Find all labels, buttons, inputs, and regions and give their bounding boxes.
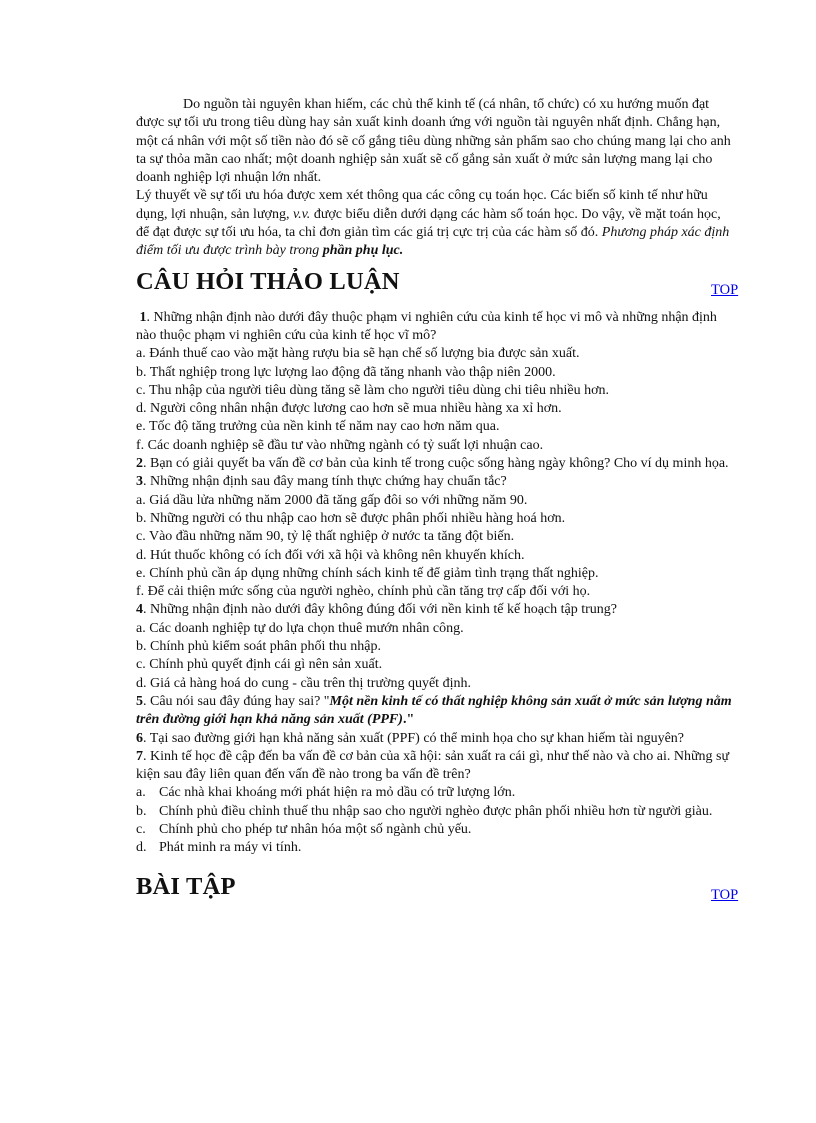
option-label: d. [136,840,147,856]
option-label: c. [136,821,146,837]
question-number: 5 [136,693,143,709]
question-text: . Những nhận định nào dưới đây thuộc phạm vi nghiên cứu của kinh tế học vi mô và những nhận định nào thuộc phạm vi nghiên cứu của kinh tế học vĩ mô? [136,309,717,343]
question-number: 2 [136,456,143,472]
q4-option-b: b. Chính phủ kiểm soát phân phối thu nhập. [136,639,381,655]
intro-bold-appendix: phần phụ lục. [322,243,404,259]
document-page [136,96,739,914]
top-link[interactable]: TOP [711,281,739,298]
option-text: Phát minh ra máy vi tính. [159,840,302,856]
q7-option-d [136,839,736,857]
q1-option-e: e. Tốc độ tăng trưởng của nền kinh tế năm nay cao hơn năm qua. [136,419,500,435]
question-text: . Bạn có giải quyết ba vấn đề cơ bản của kinh tế trong cuộc sống hàng ngày không? Cho ví dụ minh họa. [143,456,729,472]
question-3 [136,473,736,491]
q7-option-c [136,821,736,839]
q1-option-b: b. Thất nghiệp trong lực lượng lao động đã tăng nhanh vào thập niên 2000. [136,364,556,380]
question-text: . Kinh tế học đề cập đến ba vấn đề cơ bản của xã hội: sản xuất ra cái gì, như thế nào và cho ai. Những sự kiện sau đây liên quan đến vấn đề nào trong ba vấn đề trên? [136,748,730,783]
question-2 [136,455,736,473]
option-label: b. [136,803,147,819]
q3-option-e: e. Chính phủ cần áp dụng những chính sách kinh tế để giảm tình trạng thất nghiệp. [136,565,599,581]
q4-option-a: a. Các doanh nghiệp tự do lựa chọn thuê mướn nhân công. [136,620,464,636]
q4-option-d: d. Giá cả hàng hoá do cung - cầu trên thị trường quyết định. [136,675,471,691]
q7-option-a [136,784,736,802]
intro-vv: v.v. [292,206,311,222]
question-number: 1 [139,309,147,325]
option-text: Chính phủ cho phép tư nhân hóa một số ngành chủ yếu. [159,821,472,837]
option-label: a. [136,785,146,801]
intro-text-2: được biểu diễn dưới dạng các hàm số toán học. Do vậy, về mặt toán học, để đạt được sự tối ưu hóa, ta chỉ đơn giản tìm các giá trị cực trị của các hàm số đó. [136,206,721,241]
intro-paragraph-1: Do nguồn tài nguyên khan hiếm, các chủ thể kinh tế (cá nhân, tổ chức) có xu hướng muốn đạt được sự tối ưu trong tiêu dùng hay sản xuất kinh doanh ứng với nguồn tài nguyên nhất định. Chẳng hạn, một cá nhân với một số tiền nào đó sẽ cố gắng tiêu dùng những sản phẩm sao cho chúng mang lại cho anh ta sự thỏa mãn cao nhất; một doanh nghiệp sản xuất sẽ cố gắng sản xuất ở mức sản lượng mang lại cho doanh nghiệp lợi nhuận lớn nhất. [136,97,731,186]
question-number: 4 [136,602,143,618]
q1-option-d: d. Người công nhân nhận được lương cao hơn sẽ mua nhiều hàng xa xỉ hơn. [136,401,562,417]
question-number: 7 [136,748,143,764]
q3-option-d: d. Hút thuốc không có ích đối với xã hội và không nên khuyến khích. [136,547,525,563]
option-text: Chính phủ điều chỉnh thuế thu nhập sao cho người nghèo được phân phối nhiều hơn từ người giàu. [159,803,713,819]
question-text: . Những nhận định nào dưới đây không đúng đối với nền kinh tế kế hoạch tập trung? [143,602,618,618]
question-number: 6 [136,730,143,746]
question-5 [136,693,736,730]
section-title-exercises: BÀI TẬP [136,872,236,900]
question-6 [136,730,736,748]
q3-option-a: a. Giá dầu lửa những năm 2000 đã tăng gấp đôi so với những năm 90. [136,492,528,508]
section-header-exercises [136,872,739,914]
q3-option-c: c. Vào đầu những năm 90, tỷ lệ thất nghiệp ở nước ta tăng đột biến. [136,529,515,545]
intro-paragraph-2 [136,187,736,260]
top-link[interactable]: TOP [711,886,739,903]
q1-option-f: f. Các doanh nghiệp sẽ đầu tư vào những ngành có tỷ suất lợi nhuận cao. [136,437,544,453]
question-7 [136,748,736,785]
question-number: 3 [136,474,143,490]
intro-italic-note: Phương pháp xác định điểm tối ưu được trình bày trong [136,225,730,259]
question-text: . Câu nói sau đây đúng hay sai? " [143,693,330,709]
q7-option-b [136,803,736,821]
q1-option-c: c. Thu nhập của người tiêu dùng tăng sẽ làm cho người tiêu dùng chi tiêu nhiều hơn. [136,382,609,398]
question-quote-end: ." [402,712,415,728]
q1-option-a: a. Đánh thuế cao vào mặt hàng rượu bia sẽ hạn chế số lượng bia được sản xuất. [136,346,580,362]
question-text: . Tại sao đường giới hạn khả năng sản xuất (PPF) có thể minh họa cho sự khan hiếm tài nguyên? [143,730,685,746]
section-title-discussion: CÂU HỎI THẢO LUẬN [136,267,400,295]
section-header-discussion [136,267,739,309]
question-text: . Những nhận định sau đây mang tính thực chứng hay chuẩn tắc? [143,474,507,490]
intro-text: Lý thuyết về sự tối ưu hóa được xem xét thông qua các công cụ toán học. Các biến số kinh tế như hữu dụng, lợi nhuận, sản lượng, [136,188,708,222]
q3-option-f: f. Để cải thiện mức sống của người nghèo, chính phủ cần tăng trợ cấp đối với họ. [136,584,591,600]
question-4 [136,601,736,619]
question-1 [136,309,736,346]
question-quote: Một nền kinh tế có thất nghiệp không sản xuất ở mức sản lượng nằm trên đường giới hạn khả năng sản xuất (PPF) [136,693,732,728]
q3-option-b: b. Những người có thu nhập cao hơn sẽ được phân phối nhiều hàng hoá hơn. [136,510,566,526]
option-text: Các nhà khai khoáng mới phát hiện ra mỏ dầu có trữ lượng lớn. [159,785,516,801]
q4-option-c: c. Chính phủ quyết định cái gì nên sản xuất. [136,657,383,673]
